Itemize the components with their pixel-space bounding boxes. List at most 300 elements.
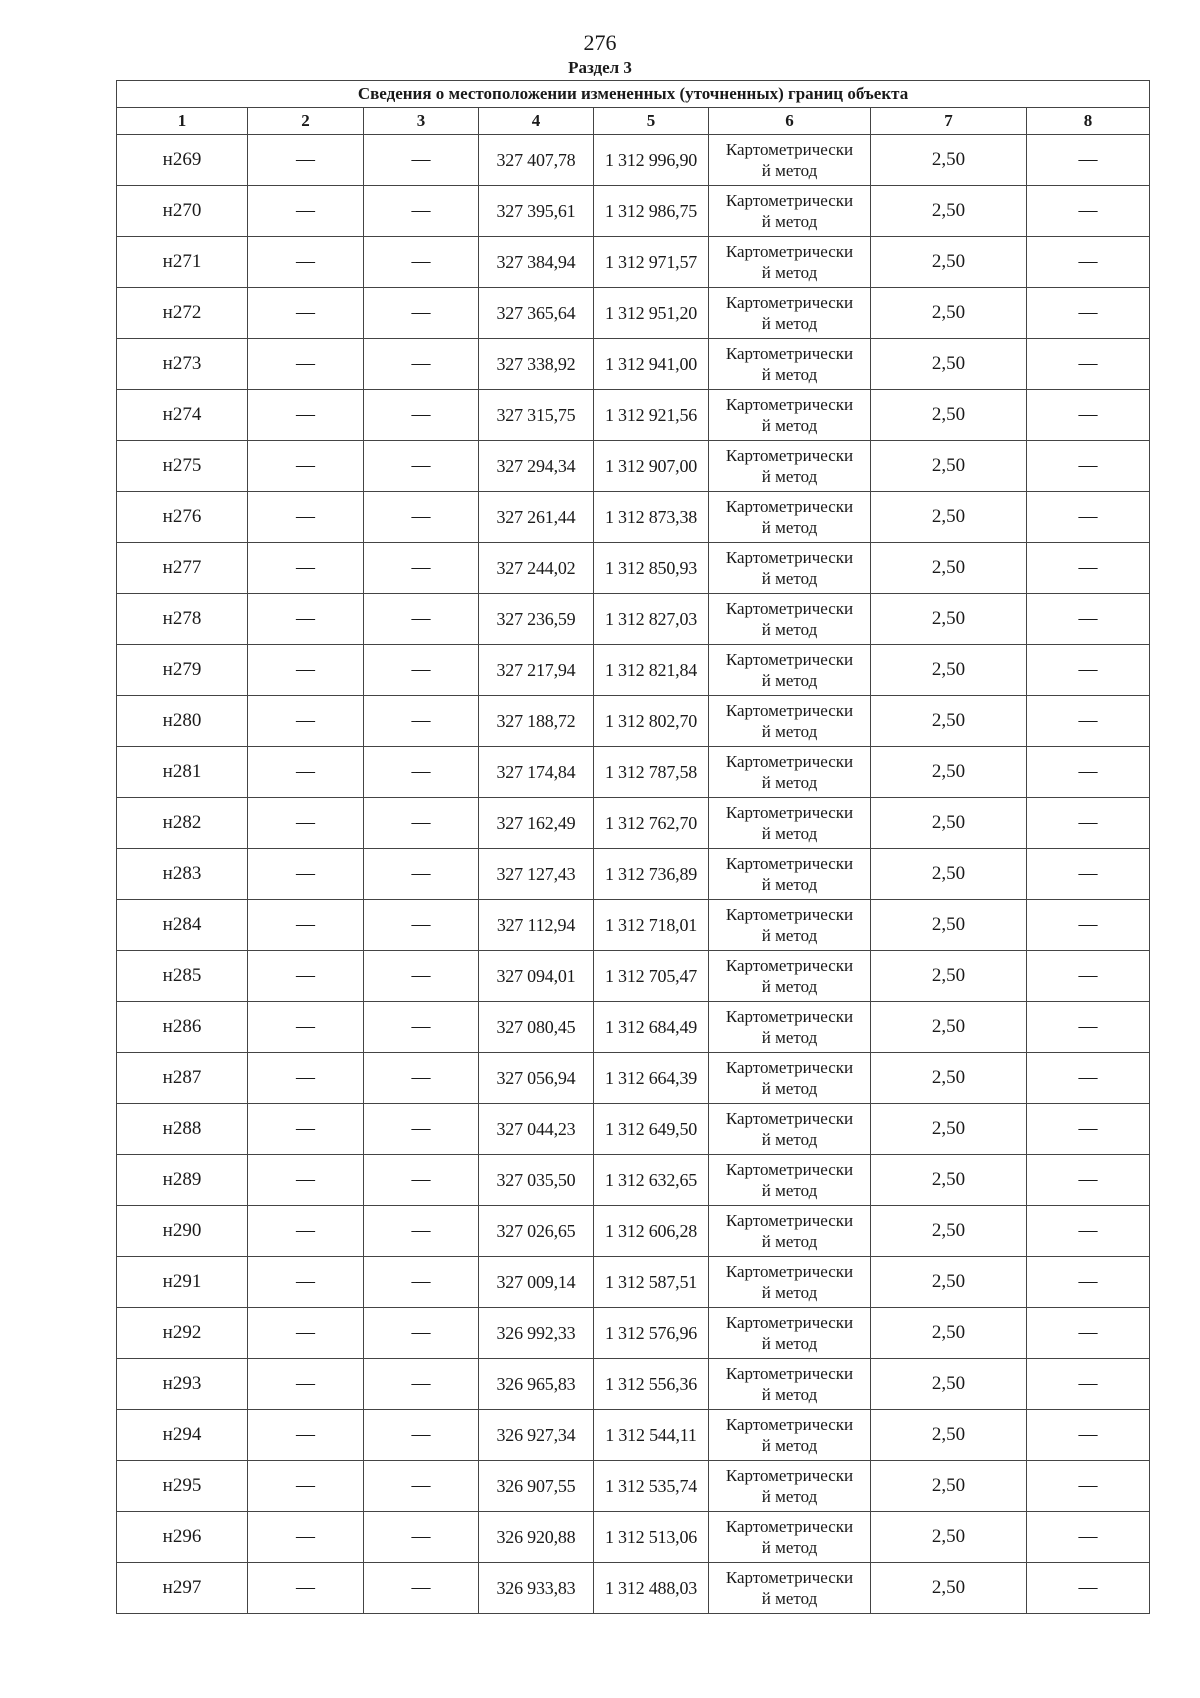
point-name-cell: н270	[117, 186, 248, 237]
col8-cell: —	[1027, 747, 1150, 798]
y-coordinate-cell: 1 312 986,75	[594, 186, 709, 237]
table-row	[117, 1206, 1150, 1257]
col8-cell: —	[1027, 543, 1150, 594]
accuracy-cell: 2,50	[871, 747, 1027, 798]
col3-cell: —	[364, 1206, 479, 1257]
accuracy-cell: 2,50	[871, 1257, 1027, 1308]
method-text: Картометрически	[725, 701, 854, 720]
col8-cell: —	[1027, 849, 1150, 900]
col3-cell: —	[364, 492, 479, 543]
accuracy-cell: 2,50	[871, 1104, 1027, 1155]
col3-cell: —	[364, 849, 479, 900]
y-coordinate-cell: 1 312 802,70	[594, 696, 709, 747]
accuracy-cell: 2,50	[871, 339, 1027, 390]
x-coordinate-cell: 327 365,64	[479, 288, 594, 339]
method-cell	[709, 1155, 871, 1206]
col8-cell: —	[1027, 951, 1150, 1002]
method-cell	[709, 951, 871, 1002]
col2-cell: —	[248, 1053, 364, 1104]
point-name-cell: н296	[117, 1512, 248, 1563]
method-text: Картометрически	[725, 344, 854, 363]
col3-cell: —	[364, 543, 479, 594]
table-row	[117, 1410, 1150, 1461]
col2-cell: —	[248, 1359, 364, 1410]
y-coordinate-cell: 1 312 632,65	[594, 1155, 709, 1206]
method-text: й метод	[761, 416, 818, 435]
method-text: Картометрически	[725, 395, 854, 414]
accuracy-cell: 2,50	[871, 543, 1027, 594]
method-text: Картометрически	[725, 1364, 854, 1383]
method-cell	[709, 1104, 871, 1155]
method-cell	[709, 1359, 871, 1410]
method-cell	[709, 441, 871, 492]
method-text: Картометрически	[725, 599, 854, 618]
method-text: Картометрически	[725, 1313, 854, 1332]
method-text: й метод	[761, 1283, 818, 1302]
x-coordinate-cell: 327 407,78	[479, 135, 594, 186]
method-text: й метод	[761, 1589, 818, 1608]
point-name-cell: н282	[117, 798, 248, 849]
x-coordinate-cell: 327 080,45	[479, 1002, 594, 1053]
table-row	[117, 1461, 1150, 1512]
section-title: Раздел 3	[568, 58, 632, 77]
accuracy-cell: 2,50	[871, 1308, 1027, 1359]
point-name-cell: н287	[117, 1053, 248, 1104]
col3-cell: —	[364, 1410, 479, 1461]
method-cell	[709, 186, 871, 237]
method-cell	[709, 1257, 871, 1308]
col2-cell: —	[248, 951, 364, 1002]
method-text: Картометрически	[725, 548, 854, 567]
col2-cell: —	[248, 1002, 364, 1053]
y-coordinate-cell: 1 312 787,58	[594, 747, 709, 798]
col8-cell: —	[1027, 696, 1150, 747]
y-coordinate-cell: 1 312 921,56	[594, 390, 709, 441]
method-text: й метод	[761, 161, 818, 180]
method-cell	[709, 339, 871, 390]
method-cell	[709, 696, 871, 747]
col3-cell: —	[364, 747, 479, 798]
col2-cell: —	[248, 390, 364, 441]
table-row	[117, 849, 1150, 900]
col2-cell: —	[248, 1410, 364, 1461]
col2-cell: —	[248, 1104, 364, 1155]
method-text: й метод	[761, 314, 818, 333]
point-name-cell: н272	[117, 288, 248, 339]
col2-cell: —	[248, 288, 364, 339]
y-coordinate-cell: 1 312 488,03	[594, 1563, 709, 1614]
col2-cell: —	[248, 186, 364, 237]
table-row	[117, 543, 1150, 594]
point-name-cell: н292	[117, 1308, 248, 1359]
table-row	[117, 186, 1150, 237]
accuracy-cell: 2,50	[871, 186, 1027, 237]
accuracy-cell: 2,50	[871, 1155, 1027, 1206]
method-text: й метод	[761, 467, 818, 486]
method-text: Картометрически	[725, 752, 854, 771]
x-coordinate-cell: 327 056,94	[479, 1053, 594, 1104]
col2-cell: —	[248, 339, 364, 390]
method-cell	[709, 594, 871, 645]
table-row	[117, 288, 1150, 339]
col3-cell: —	[364, 594, 479, 645]
x-coordinate-cell: 327 188,72	[479, 696, 594, 747]
method-text: Картометрически	[725, 854, 854, 873]
table-row	[117, 1308, 1150, 1359]
col3-cell: —	[364, 186, 479, 237]
col8-cell: —	[1027, 594, 1150, 645]
method-text: Картометрически	[725, 1109, 854, 1128]
method-text: й метод	[761, 773, 818, 792]
method-text: й метод	[761, 1334, 818, 1353]
x-coordinate-cell: 327 395,61	[479, 186, 594, 237]
method-cell	[709, 1308, 871, 1359]
x-coordinate-cell: 327 026,65	[479, 1206, 594, 1257]
method-text: й метод	[761, 1028, 818, 1047]
table-row	[117, 594, 1150, 645]
method-text: й метод	[761, 569, 818, 588]
column-number-4: 4	[479, 108, 594, 135]
col3-cell: —	[364, 696, 479, 747]
method-text: Картометрически	[725, 1415, 854, 1434]
col3-cell: —	[364, 1308, 479, 1359]
method-text: й метод	[761, 1385, 818, 1404]
method-text: й метод	[761, 926, 818, 945]
method-text: Картометрически	[725, 803, 854, 822]
y-coordinate-cell: 1 312 827,03	[594, 594, 709, 645]
point-name-cell: н273	[117, 339, 248, 390]
accuracy-cell: 2,50	[871, 390, 1027, 441]
y-coordinate-cell: 1 312 736,89	[594, 849, 709, 900]
method-text: Картометрически	[725, 497, 854, 516]
col2-cell: —	[248, 849, 364, 900]
table-row	[117, 1512, 1150, 1563]
col2-cell: —	[248, 1308, 364, 1359]
col3-cell: —	[364, 441, 479, 492]
point-name-cell: н288	[117, 1104, 248, 1155]
col8-cell: —	[1027, 339, 1150, 390]
y-coordinate-cell: 1 312 971,57	[594, 237, 709, 288]
y-coordinate-cell: 1 312 576,96	[594, 1308, 709, 1359]
col2-cell: —	[248, 798, 364, 849]
method-text: й метод	[761, 518, 818, 537]
col3-cell: —	[364, 339, 479, 390]
method-text: Картометрически	[725, 293, 854, 312]
column-number-2: 2	[248, 108, 364, 135]
point-name-cell: н291	[117, 1257, 248, 1308]
col3-cell: —	[364, 237, 479, 288]
x-coordinate-cell: 327 094,01	[479, 951, 594, 1002]
point-name-cell: н285	[117, 951, 248, 1002]
method-text: й метод	[761, 1538, 818, 1557]
point-name-cell: н278	[117, 594, 248, 645]
method-text: Картометрически	[725, 242, 854, 261]
col8-cell: —	[1027, 237, 1150, 288]
point-name-cell: н286	[117, 1002, 248, 1053]
table-row	[117, 390, 1150, 441]
accuracy-cell: 2,50	[871, 951, 1027, 1002]
point-name-cell: н283	[117, 849, 248, 900]
col8-cell: —	[1027, 288, 1150, 339]
col3-cell: —	[364, 645, 479, 696]
method-text: й метод	[761, 365, 818, 384]
method-cell	[709, 237, 871, 288]
y-coordinate-cell: 1 312 664,39	[594, 1053, 709, 1104]
table-row	[117, 492, 1150, 543]
accuracy-cell: 2,50	[871, 645, 1027, 696]
method-text: й метод	[761, 263, 818, 282]
method-cell	[709, 1053, 871, 1104]
method-text: й метод	[761, 1181, 818, 1200]
x-coordinate-cell: 327 009,14	[479, 1257, 594, 1308]
point-name-cell: н293	[117, 1359, 248, 1410]
x-coordinate-cell: 327 315,75	[479, 390, 594, 441]
table-row	[117, 1257, 1150, 1308]
col2-cell: —	[248, 696, 364, 747]
col8-cell: —	[1027, 1410, 1150, 1461]
col8-cell: —	[1027, 1308, 1150, 1359]
col8-cell: —	[1027, 1155, 1150, 1206]
x-coordinate-cell: 326 907,55	[479, 1461, 594, 1512]
col3-cell: —	[364, 1155, 479, 1206]
col2-cell: —	[248, 492, 364, 543]
table-row	[117, 900, 1150, 951]
table-row	[117, 645, 1150, 696]
method-cell	[709, 1410, 871, 1461]
col2-cell: —	[248, 1563, 364, 1614]
method-text: й метод	[761, 1232, 818, 1251]
x-coordinate-cell: 326 965,83	[479, 1359, 594, 1410]
accuracy-cell: 2,50	[871, 849, 1027, 900]
col3-cell: —	[364, 1053, 479, 1104]
col8-cell: —	[1027, 135, 1150, 186]
page-number: 276	[583, 30, 617, 55]
y-coordinate-cell: 1 312 951,20	[594, 288, 709, 339]
col3-cell: —	[364, 1512, 479, 1563]
method-text: й метод	[761, 212, 818, 231]
method-cell	[709, 1206, 871, 1257]
point-name-cell: н297	[117, 1563, 248, 1614]
y-coordinate-cell: 1 312 996,90	[594, 135, 709, 186]
col8-cell: —	[1027, 390, 1150, 441]
accuracy-cell: 2,50	[871, 1206, 1027, 1257]
x-coordinate-cell: 327 035,50	[479, 1155, 594, 1206]
col2-cell: —	[248, 441, 364, 492]
col2-cell: —	[248, 237, 364, 288]
col3-cell: —	[364, 288, 479, 339]
method-text: й метод	[761, 620, 818, 639]
accuracy-cell: 2,50	[871, 1053, 1027, 1104]
accuracy-cell: 2,50	[871, 798, 1027, 849]
accuracy-cell: 2,50	[871, 135, 1027, 186]
method-cell	[709, 390, 871, 441]
accuracy-cell: 2,50	[871, 1410, 1027, 1461]
method-text: й метод	[761, 1079, 818, 1098]
column-number-3: 3	[364, 108, 479, 135]
column-number-5: 5	[594, 108, 709, 135]
col8-cell: —	[1027, 1563, 1150, 1614]
method-cell	[709, 288, 871, 339]
table-row	[117, 1002, 1150, 1053]
method-text: Картометрически	[725, 1262, 854, 1281]
x-coordinate-cell: 327 244,02	[479, 543, 594, 594]
method-text: Картометрически	[725, 1211, 854, 1230]
accuracy-cell: 2,50	[871, 441, 1027, 492]
x-coordinate-cell: 327 112,94	[479, 900, 594, 951]
column-number-1: 1	[117, 108, 248, 135]
table-caption: Сведения о местоположении измененных (уточненных) границ объекта	[117, 81, 1150, 108]
col2-cell: —	[248, 1257, 364, 1308]
table-row	[117, 1359, 1150, 1410]
method-text: й метод	[761, 1487, 818, 1506]
col3-cell: —	[364, 1104, 479, 1155]
point-name-cell: н295	[117, 1461, 248, 1512]
method-text: й метод	[761, 1130, 818, 1149]
col3-cell: —	[364, 1257, 479, 1308]
col3-cell: —	[364, 390, 479, 441]
y-coordinate-cell: 1 312 587,51	[594, 1257, 709, 1308]
col2-cell: —	[248, 1155, 364, 1206]
col2-cell: —	[248, 645, 364, 696]
method-text: й метод	[761, 824, 818, 843]
col3-cell: —	[364, 951, 479, 1002]
x-coordinate-cell: 326 933,83	[479, 1563, 594, 1614]
method-text: Картометрически	[725, 650, 854, 669]
method-cell	[709, 135, 871, 186]
point-name-cell: н294	[117, 1410, 248, 1461]
point-name-cell: н284	[117, 900, 248, 951]
column-number-6: 6	[709, 108, 871, 135]
x-coordinate-cell: 327 162,49	[479, 798, 594, 849]
table-body	[117, 135, 1150, 1614]
col2-cell: —	[248, 543, 364, 594]
table-row	[117, 1563, 1150, 1614]
method-text: Картометрически	[725, 1517, 854, 1536]
x-coordinate-cell: 326 920,88	[479, 1512, 594, 1563]
col2-cell: —	[248, 747, 364, 798]
col8-cell: —	[1027, 1002, 1150, 1053]
table-row	[117, 339, 1150, 390]
y-coordinate-cell: 1 312 544,11	[594, 1410, 709, 1461]
accuracy-cell: 2,50	[871, 900, 1027, 951]
col2-cell: —	[248, 1512, 364, 1563]
y-coordinate-cell: 1 312 907,00	[594, 441, 709, 492]
y-coordinate-cell: 1 312 513,06	[594, 1512, 709, 1563]
table-row	[117, 696, 1150, 747]
x-coordinate-cell: 327 174,84	[479, 747, 594, 798]
accuracy-cell: 2,50	[871, 492, 1027, 543]
method-text: й метод	[761, 875, 818, 894]
method-text: Картометрически	[725, 905, 854, 924]
accuracy-cell: 2,50	[871, 288, 1027, 339]
table-row	[117, 747, 1150, 798]
col3-cell: —	[364, 1563, 479, 1614]
table-row	[117, 1155, 1150, 1206]
column-number-row	[117, 108, 1150, 135]
method-cell	[709, 747, 871, 798]
y-coordinate-cell: 1 312 941,00	[594, 339, 709, 390]
col3-cell: —	[364, 1359, 479, 1410]
y-coordinate-cell: 1 312 762,70	[594, 798, 709, 849]
y-coordinate-cell: 1 312 535,74	[594, 1461, 709, 1512]
point-name-cell: н275	[117, 441, 248, 492]
y-coordinate-cell: 1 312 718,01	[594, 900, 709, 951]
col8-cell: —	[1027, 1053, 1150, 1104]
method-text: Картометрически	[725, 446, 854, 465]
method-text: Картометрически	[725, 140, 854, 159]
x-coordinate-cell: 327 338,92	[479, 339, 594, 390]
col3-cell: —	[364, 135, 479, 186]
x-coordinate-cell: 327 261,44	[479, 492, 594, 543]
col8-cell: —	[1027, 1512, 1150, 1563]
point-name-cell: н277	[117, 543, 248, 594]
point-name-cell: н269	[117, 135, 248, 186]
table-row	[117, 951, 1150, 1002]
column-number-8: 8	[1027, 108, 1150, 135]
y-coordinate-cell: 1 312 850,93	[594, 543, 709, 594]
method-text: й метод	[761, 1436, 818, 1455]
boundary-coordinates-table	[116, 80, 1150, 1614]
method-text: Картометрически	[725, 1058, 854, 1077]
method-text: Картометрически	[725, 1466, 854, 1485]
col8-cell: —	[1027, 798, 1150, 849]
method-cell	[709, 1563, 871, 1614]
point-name-cell: н280	[117, 696, 248, 747]
accuracy-cell: 2,50	[871, 1002, 1027, 1053]
col2-cell: —	[248, 1461, 364, 1512]
y-coordinate-cell: 1 312 606,28	[594, 1206, 709, 1257]
method-text: Картометрически	[725, 1007, 854, 1026]
accuracy-cell: 2,50	[871, 237, 1027, 288]
method-cell	[709, 900, 871, 951]
col2-cell: —	[248, 135, 364, 186]
col3-cell: —	[364, 1461, 479, 1512]
column-number-7: 7	[871, 108, 1027, 135]
table-row	[117, 135, 1150, 186]
method-cell	[709, 1512, 871, 1563]
accuracy-cell: 2,50	[871, 594, 1027, 645]
x-coordinate-cell: 327 044,23	[479, 1104, 594, 1155]
method-text: Картометрически	[725, 1568, 854, 1587]
method-cell	[709, 849, 871, 900]
col8-cell: —	[1027, 1257, 1150, 1308]
method-cell	[709, 798, 871, 849]
method-text: й метод	[761, 977, 818, 996]
method-text: Картометрически	[725, 191, 854, 210]
col8-cell: —	[1027, 186, 1150, 237]
x-coordinate-cell: 327 294,34	[479, 441, 594, 492]
col3-cell: —	[364, 1002, 479, 1053]
col2-cell: —	[248, 594, 364, 645]
col2-cell: —	[248, 900, 364, 951]
col8-cell: —	[1027, 1461, 1150, 1512]
method-cell	[709, 543, 871, 594]
method-text: й метод	[761, 722, 818, 741]
accuracy-cell: 2,50	[871, 696, 1027, 747]
y-coordinate-cell: 1 312 821,84	[594, 645, 709, 696]
accuracy-cell: 2,50	[871, 1563, 1027, 1614]
point-name-cell: н290	[117, 1206, 248, 1257]
method-cell	[709, 1002, 871, 1053]
col3-cell: —	[364, 900, 479, 951]
x-coordinate-cell: 327 127,43	[479, 849, 594, 900]
method-cell	[709, 1461, 871, 1512]
col8-cell: —	[1027, 645, 1150, 696]
y-coordinate-cell: 1 312 705,47	[594, 951, 709, 1002]
col8-cell: —	[1027, 900, 1150, 951]
method-cell	[709, 492, 871, 543]
point-name-cell: н274	[117, 390, 248, 441]
